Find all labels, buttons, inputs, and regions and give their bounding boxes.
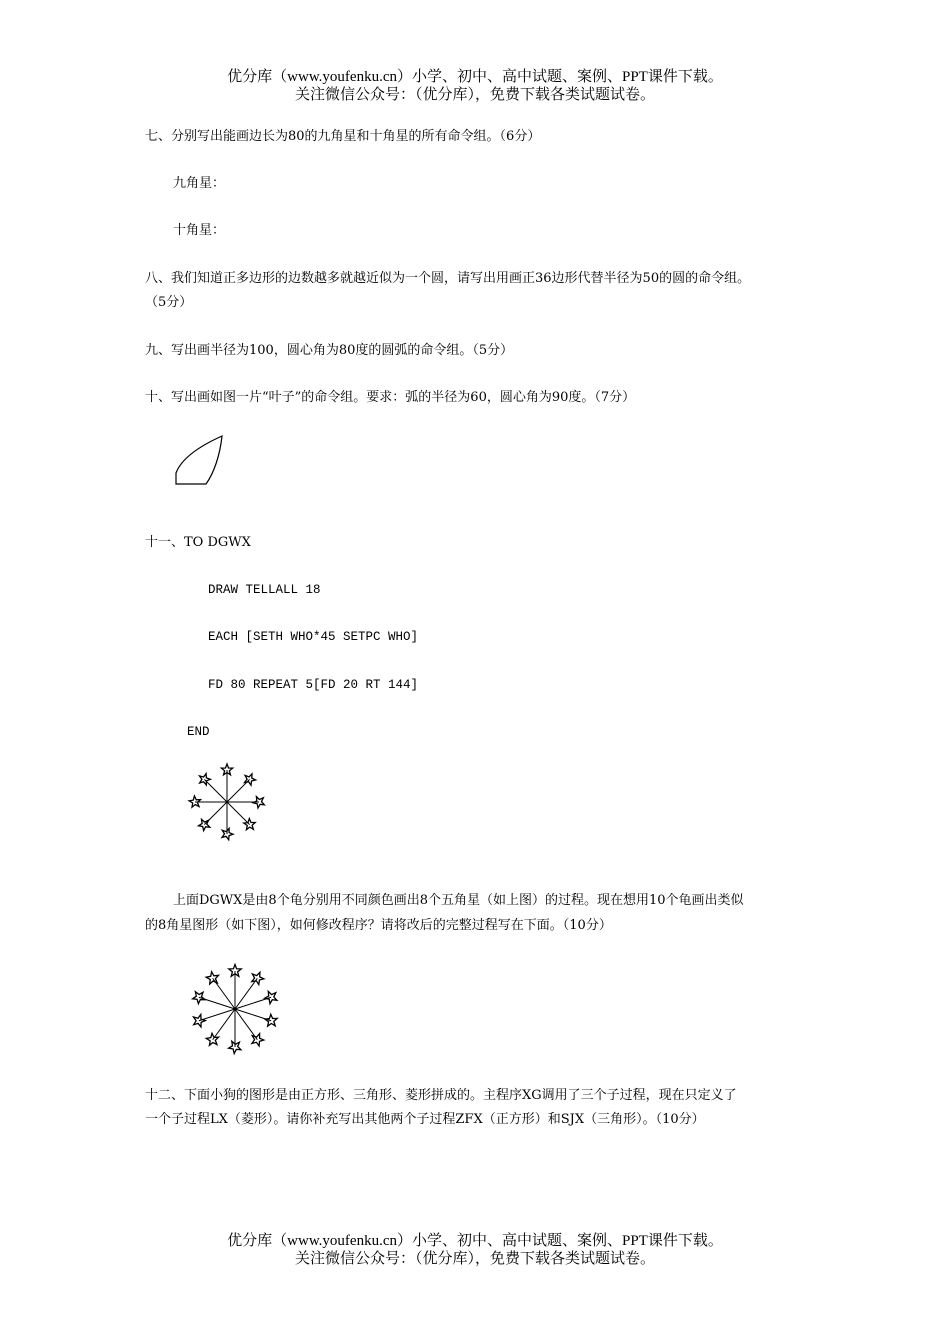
ray-line [235, 978, 257, 1009]
footer-line-2: 关注微信公众号：（优分库），免费下载各类试题试卷。 [294, 1251, 655, 1267]
ten-star-figure [175, 955, 295, 1065]
question-12-line-1: 十二、下面小狗的图形是由正方形、三角形、菱形拼成的。主程序XG调用了三个子过程，现在只定义了 [145, 1088, 737, 1103]
star-shape [199, 819, 210, 830]
leaf-figure [170, 433, 230, 493]
footer-line-1: 优分库（www.youfenku.cn）小学、初中、高中试题、案例、PPT课件下载。 [227, 1233, 723, 1249]
question-7: 七、分别写出能画边长为80的九角星和十角星的所有命令组。（6分） [145, 129, 541, 144]
question-9: 九、写出画半径为100，圆心角为80度的圆弧的命令组。（5分） [145, 343, 514, 358]
leaf-outline [176, 436, 222, 484]
star-shape [189, 796, 200, 807]
eight-star-figure [170, 750, 280, 860]
star-shape [206, 972, 218, 984]
header-line-2: 关注微信公众号：（优分库），免费下载各类试题试卷。 [294, 87, 655, 103]
question-8-line-1: 八、我们知道正多边形的边数越多就越近似为一个圆，请写出用画正36边形代替半径为50的圆的命令组。 [145, 271, 751, 286]
ray-line [199, 1009, 235, 1021]
code-line-each: EACH [SETH WHO*45 SETPC WHO] [208, 630, 419, 644]
question-11-desc-line-2: 的8角星图形（如下图），如何修改程序？请将改后的完整过程写在下面。（10分） [145, 918, 612, 933]
code-line-end: END [187, 725, 210, 739]
star-shape [221, 764, 232, 775]
star-shape [229, 1041, 241, 1053]
code-line-draw: DRAW TELLALL 18 [208, 583, 321, 597]
ray-line [227, 802, 250, 825]
question-11-head: 十一、TO DGWX [145, 535, 251, 550]
star-shape [222, 828, 233, 839]
nine-star-label: 九角星： [173, 176, 226, 191]
question-10: 十、写出画如图一片“叶子”的命令组。要求：弧的半径为60，圆心角为90度。（7分） [145, 390, 636, 405]
question-11-desc-line-1: 上面DGWX是由8个龟分别用不同颜色画出8个五角星（如上图）的过程。现在想用10个龟画出类似 [173, 893, 744, 908]
ten-star-label: 十角星： [173, 223, 226, 238]
ray-line [213, 1009, 235, 1040]
question-8-line-2: （5分） [145, 295, 193, 310]
ray-line [235, 1009, 257, 1040]
header-line-1: 优分库（www.youfenku.cn）小学、初中、高中试题、案例、PPT课件下载。 [227, 69, 723, 85]
ray-line [204, 779, 227, 802]
code-line-fd: FD 80 REPEAT 5[FD 20 RT 144] [208, 678, 419, 692]
question-12-line-2: 一个子过程LX（菱形）。请你补充写出其他两个子过程ZFX（正方形）和SJX（三角形）。（10分） [145, 1112, 705, 1127]
